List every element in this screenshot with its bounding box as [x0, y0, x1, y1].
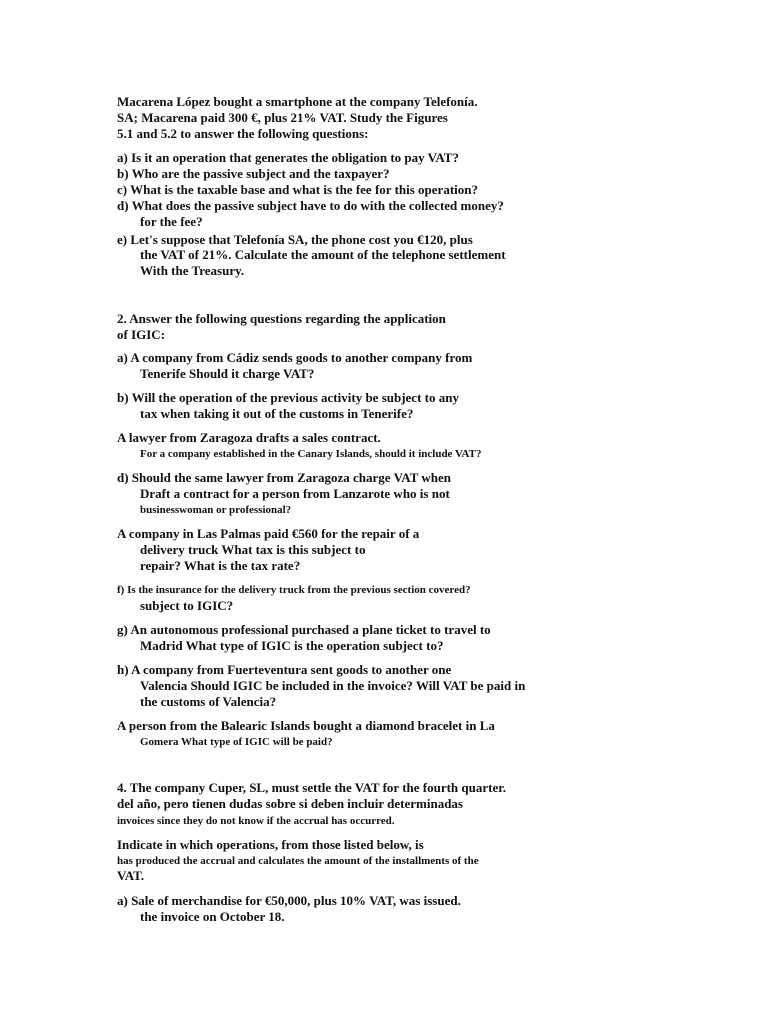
text-line: 5.1 and 5.2 to answer the following questions: — [117, 126, 369, 141]
question-a: a) Sale of merchandise for €50,000, plus 10% VAT, was issued. — [117, 893, 461, 908]
question-a: a) Is it an operation that generates the obligation to pay VAT? — [117, 150, 459, 165]
question-c: A lawyer from Zaragoza drafts a sales contract. — [117, 430, 381, 445]
question-f: f) Is the insurance for the delivery truck from the previous section covered? — [117, 584, 471, 596]
question-e: A company in Las Palmas paid €560 for the repair of a — [117, 526, 420, 541]
text-line: Gomera What type of IGIC will be paid? — [140, 736, 333, 748]
text-line: the customs of Valencia? — [140, 694, 277, 709]
question-c: c) What is the taxable base and what is the fee for this operation? — [117, 182, 478, 197]
text-line: invoices since they do not know if the accrual has occurred. — [117, 815, 395, 827]
text-line: Macarena López bought a smartphone at the company Telefonía. — [117, 94, 478, 109]
text-line: With the Treasury. — [140, 263, 245, 278]
text-line: businesswoman or professional? — [140, 504, 292, 516]
text-line: for the fee? — [140, 214, 203, 229]
section-2-heading: 2. Answer the following questions regarding the application — [117, 311, 446, 326]
question-i: A person from the Balearic Islands bought a diamond bracelet in La — [117, 718, 495, 733]
text-line: delivery truck What tax is this subject to — [140, 542, 366, 557]
text-line: SA; Macarena paid 300 €, plus 21% VAT. Study the Figures — [117, 110, 448, 125]
text-line: Tenerife Should it charge VAT? — [140, 366, 315, 381]
text-line: VAT. — [117, 868, 145, 883]
text-line: the VAT of 21%. Calculate the amount of the telephone settlement — [140, 247, 506, 262]
text-line: Madrid What type of IGIC is the operation subject to? — [140, 638, 444, 653]
section-4-heading: 4. The company Cuper, SL, must settle the VAT for the fourth quarter. — [117, 780, 507, 795]
text-line: For a company established in the Canary Islands, should it include VAT? — [140, 448, 482, 460]
question-g: g) An autonomous professional purchased a plane ticket to travel to — [117, 622, 491, 637]
question-a: a) A company from Cádiz sends goods to another company from — [117, 350, 473, 365]
question-b: b) Will the operation of the previous activity be subject to any — [117, 390, 459, 405]
question-d: d) What does the passive subject have to do with the collected money? — [117, 198, 504, 213]
question-b: b) Who are the passive subject and the taxpayer? — [117, 166, 390, 181]
text-line: Indicate in which operations, from those listed below, is — [117, 837, 424, 852]
text-line: repair? What is the tax rate? — [140, 558, 301, 573]
question-e: e) Let's suppose that Telefonía SA, the phone cost you €120, plus — [117, 232, 473, 247]
text-line: has produced the accrual and calculates the amount of the installments of the — [117, 855, 479, 867]
question-h: h) A company from Fuerteventura sent goods to another one — [117, 662, 452, 677]
text-line: tax when taking it out of the customs in Tenerife? — [140, 406, 414, 421]
text-line: of IGIC: — [117, 327, 166, 342]
text-line: the invoice on October 18. — [140, 909, 285, 924]
text-line: del año, pero tienen dudas sobre si deben incluir determinadas — [117, 796, 463, 811]
text-line: Draft a contract for a person from Lanzarote who is not — [140, 486, 450, 501]
text-line: Valencia Should IGIC be included in the invoice? Will VAT be paid in — [140, 678, 526, 693]
text-line: subject to IGIC? — [140, 598, 234, 613]
question-d: d) Should the same lawyer from Zaragoza charge VAT when — [117, 470, 452, 485]
